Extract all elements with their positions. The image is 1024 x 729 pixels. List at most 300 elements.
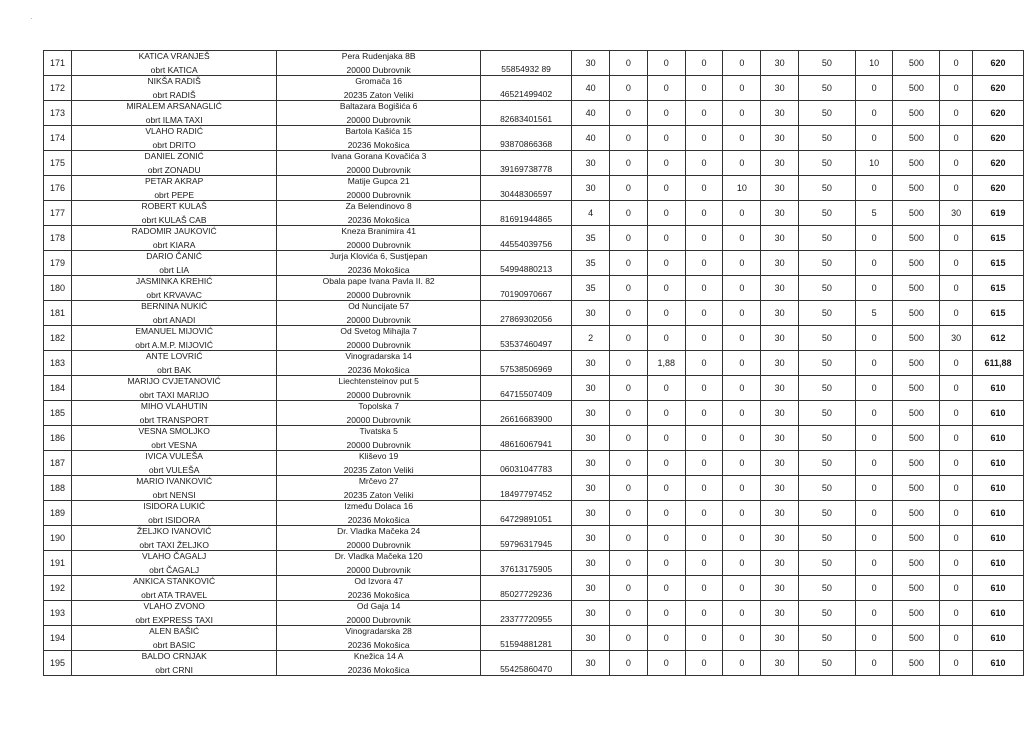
score-cell [761, 251, 799, 276]
score-cell [647, 151, 685, 176]
oib-cell [480, 551, 571, 576]
score-cell [799, 51, 856, 76]
score-value: 0 [663, 57, 669, 68]
oib-number: 30448306597 [500, 188, 553, 199]
score-cell [940, 576, 973, 601]
oib-cell [480, 76, 571, 101]
score-cell [761, 651, 799, 676]
score-value: 30 [774, 507, 785, 518]
score-cell [572, 201, 610, 226]
business-name: obrt RADIŠ [152, 89, 196, 100]
score-value: 0 [663, 657, 669, 668]
score-cell [610, 226, 648, 251]
owner-cell [71, 276, 277, 301]
table-row [44, 151, 1024, 176]
street-address: Od Gaja 14 [356, 601, 401, 611]
score-cell [799, 126, 856, 151]
business-name: obrt KATICA [150, 64, 198, 75]
score-value: 30 [585, 382, 596, 393]
postal-city: 20000 Dubrovnik [346, 389, 411, 400]
score-value: 30 [774, 407, 785, 418]
score-cell [799, 651, 856, 676]
oib-number: 64729891051 [500, 513, 553, 524]
owner-cell [71, 176, 277, 201]
score-value: 0 [871, 332, 877, 343]
score-cell [685, 276, 723, 301]
score-value: 0 [701, 532, 707, 543]
score-cell [647, 251, 685, 276]
owner-name: MIRALEM ARSANAGLIĆ [126, 101, 222, 111]
score-value: 0 [625, 407, 631, 418]
score-cell [940, 301, 973, 326]
total-cell [973, 301, 1024, 326]
score-value: 30 [585, 407, 596, 418]
score-cell [940, 226, 973, 251]
taxi-permit-table [43, 50, 1024, 676]
score-cell [610, 301, 648, 326]
row-number-cell [44, 351, 72, 376]
score-value: 30 [774, 207, 785, 218]
score-cell [940, 526, 973, 551]
score-cell [893, 126, 940, 151]
oib-cell [480, 126, 571, 151]
total-cell [973, 501, 1024, 526]
postal-city: 20000 Dubrovnik [346, 564, 411, 575]
score-cell [723, 101, 761, 126]
score-value: 0 [953, 432, 959, 443]
score-cell [799, 376, 856, 401]
score-value: 0 [739, 257, 745, 268]
score-cell [799, 476, 856, 501]
score-cell [893, 201, 940, 226]
postal-city: 20000 Dubrovnik [346, 164, 411, 175]
owner-cell [71, 101, 277, 126]
row-number-cell [44, 276, 72, 301]
score-value: 500 [908, 82, 924, 93]
score-cell [893, 276, 940, 301]
score-cell [761, 526, 799, 551]
total-score: 610 [990, 557, 1006, 568]
score-cell [723, 151, 761, 176]
score-cell [761, 226, 799, 251]
oib-number: 54994880213 [500, 263, 553, 274]
score-value: 50 [821, 82, 832, 93]
score-cell [723, 576, 761, 601]
score-cell [940, 651, 973, 676]
score-value: 0 [663, 482, 669, 493]
score-value: 0 [739, 557, 745, 568]
oib-cell [480, 201, 571, 226]
total-score: 612 [990, 332, 1006, 343]
street-address: Liechtensteinov put 5 [338, 376, 419, 386]
owner-name: RADOMIR JAUKOVIĆ [131, 226, 217, 236]
score-cell [647, 101, 685, 126]
score-value: 0 [625, 82, 631, 93]
score-value: 0 [739, 607, 745, 618]
business-name: obrt NENSI [152, 489, 196, 500]
score-value: 0 [739, 657, 745, 668]
score-cell [685, 301, 723, 326]
total-cell [973, 626, 1024, 651]
score-value: 0 [625, 332, 631, 343]
score-cell [685, 401, 723, 426]
score-value: 0 [625, 307, 631, 318]
score-cell [723, 226, 761, 251]
address-cell [277, 451, 481, 476]
score-value: 0 [871, 432, 877, 443]
score-value: 500 [908, 357, 924, 368]
score-value: 0 [953, 182, 959, 193]
street-address: Od Nuncijate 57 [348, 301, 410, 311]
owner-cell [71, 126, 277, 151]
owner-name: NIKŠA RADIŠ [147, 76, 201, 86]
oib-number: 55425860470 [500, 663, 553, 674]
score-value: 30 [774, 132, 785, 143]
street-address: Kneza Branimira 41 [341, 226, 416, 236]
total-cell [973, 76, 1024, 101]
score-cell [761, 426, 799, 451]
row-number: 173 [49, 107, 65, 118]
row-number: 186 [49, 432, 65, 443]
total-score: 610 [990, 582, 1006, 593]
row-number-cell [44, 126, 72, 151]
score-value: 40 [585, 107, 596, 118]
score-value: 30 [774, 182, 785, 193]
score-value: 0 [953, 357, 959, 368]
score-cell [723, 451, 761, 476]
score-cell [685, 176, 723, 201]
score-cell [893, 326, 940, 351]
score-cell [647, 551, 685, 576]
score-value: 500 [908, 582, 924, 593]
score-cell [685, 151, 723, 176]
score-value: 30 [585, 657, 596, 668]
score-cell [893, 226, 940, 251]
score-value: 35 [585, 257, 596, 268]
score-cell [572, 601, 610, 626]
score-cell [723, 351, 761, 376]
score-cell [572, 251, 610, 276]
row-number-cell [44, 626, 72, 651]
score-cell [572, 226, 610, 251]
total-cell [973, 251, 1024, 276]
score-cell [799, 401, 856, 426]
row-number: 194 [49, 632, 65, 643]
score-value: 0 [701, 357, 707, 368]
business-name: obrt TAXI ŽELJKO [139, 539, 209, 550]
score-value: 0 [701, 257, 707, 268]
score-cell [685, 76, 723, 101]
score-value: 0 [663, 557, 669, 568]
score-value: 50 [821, 157, 832, 168]
address-cell [277, 651, 481, 676]
score-value: 30 [585, 432, 596, 443]
row-number: 192 [49, 582, 65, 593]
score-value: 30 [585, 582, 596, 593]
score-value: 50 [821, 257, 832, 268]
score-value: 0 [701, 207, 707, 218]
score-value: 500 [908, 107, 924, 118]
street-address: Dr. Vladka Mačeka 120 [334, 551, 423, 561]
score-value: 30 [585, 607, 596, 618]
score-value: 0 [625, 132, 631, 143]
table-row [44, 226, 1024, 251]
score-value: 0 [871, 457, 877, 468]
row-number-cell [44, 176, 72, 201]
score-value: 0 [739, 582, 745, 593]
oib-number: 39169738778 [500, 163, 553, 174]
postal-city: 20000 Dubrovnik [346, 339, 411, 350]
owner-name: VLAHO ZVONO [143, 601, 205, 611]
score-cell [610, 401, 648, 426]
address-cell [277, 401, 481, 426]
score-value: 30 [951, 207, 962, 218]
street-address: Mrčevo 27 [358, 476, 399, 486]
score-cell [610, 76, 648, 101]
score-value: 500 [908, 282, 924, 293]
address-cell [277, 326, 481, 351]
score-value: 30 [585, 532, 596, 543]
row-number-cell [44, 401, 72, 426]
total-cell [973, 201, 1024, 226]
row-number-cell [44, 426, 72, 451]
score-cell [723, 176, 761, 201]
total-cell [973, 526, 1024, 551]
owner-name: MIHO VLAHUTIN [140, 401, 208, 411]
oib-cell [480, 226, 571, 251]
score-cell [855, 351, 893, 376]
score-value: 0 [953, 532, 959, 543]
owner-name: VESNA SMOLJKO [138, 426, 210, 436]
score-value: 0 [663, 457, 669, 468]
score-cell [761, 476, 799, 501]
score-value: 500 [908, 607, 924, 618]
oib-number: 46521499402 [500, 88, 553, 99]
score-value: 0 [625, 232, 631, 243]
score-cell [685, 551, 723, 576]
score-cell [799, 626, 856, 651]
street-address: Gromača 16 [355, 76, 403, 86]
score-value: 0 [625, 632, 631, 643]
street-address: Bartola Kašića 15 [345, 126, 412, 136]
score-cell [610, 176, 648, 201]
owner-cell [71, 651, 277, 676]
score-cell [855, 101, 893, 126]
score-cell [647, 601, 685, 626]
score-cell [647, 276, 685, 301]
score-cell [940, 176, 973, 201]
postal-city: 20000 Dubrovnik [346, 64, 411, 75]
score-cell [799, 501, 856, 526]
oib-number: 70190970667 [500, 288, 553, 299]
score-value: 50 [821, 657, 832, 668]
score-cell [855, 451, 893, 476]
score-value: 0 [663, 332, 669, 343]
total-score: 610 [990, 607, 1006, 618]
score-cell [647, 451, 685, 476]
score-cell [799, 451, 856, 476]
score-value: 0 [953, 407, 959, 418]
total-cell [973, 576, 1024, 601]
business-name: obrt TAXI MARIJO [139, 389, 209, 400]
score-cell [723, 276, 761, 301]
table-row [44, 501, 1024, 526]
score-value: 0 [871, 482, 877, 493]
score-cell [572, 401, 610, 426]
total-cell [973, 401, 1024, 426]
postal-city: 20000 Dubrovnik [346, 239, 411, 250]
score-value: 50 [821, 307, 832, 318]
score-value: 30 [774, 232, 785, 243]
total-score: 610 [990, 457, 1006, 468]
score-value: 0 [871, 557, 877, 568]
address-cell [277, 351, 481, 376]
score-value: 500 [908, 57, 924, 68]
owner-name: MARIO IVANKOVIĆ [136, 476, 213, 486]
oib-number: 06031047783 [500, 463, 553, 474]
score-cell [610, 576, 648, 601]
score-value: 50 [821, 632, 832, 643]
score-cell [723, 301, 761, 326]
score-value: 0 [701, 182, 707, 193]
row-number-cell [44, 451, 72, 476]
table-row [44, 401, 1024, 426]
score-cell [799, 276, 856, 301]
score-cell [799, 76, 856, 101]
score-value: 500 [908, 207, 924, 218]
business-name: obrt KULAŠ CAB [141, 214, 207, 225]
score-value: 0 [625, 432, 631, 443]
score-cell [940, 501, 973, 526]
business-name: obrt A.M.P. MIJOVIĆ [135, 339, 214, 350]
score-value: 50 [821, 107, 832, 118]
score-value: 50 [821, 482, 832, 493]
row-number: 190 [49, 532, 65, 543]
score-cell [572, 426, 610, 451]
business-name: obrt BASIC [152, 639, 196, 650]
score-value: 0 [663, 532, 669, 543]
score-value: 0 [871, 532, 877, 543]
score-cell [855, 601, 893, 626]
business-name: obrt VULEŠA [148, 464, 200, 475]
total-cell [973, 651, 1024, 676]
owner-name: ANKICA STANKOVIĆ [133, 576, 216, 586]
score-value: 0 [871, 357, 877, 368]
score-value: 0 [953, 482, 959, 493]
score-value: 0 [625, 157, 631, 168]
oib-cell [480, 151, 571, 176]
owner-cell [71, 451, 277, 476]
score-value: 0 [739, 157, 745, 168]
score-value: 0 [663, 582, 669, 593]
street-address: Vinogradarska 14 [345, 351, 412, 361]
score-value: 0 [701, 557, 707, 568]
business-name: obrt ČAGALJ [149, 564, 200, 575]
score-cell [572, 501, 610, 526]
oib-number: 37613175905 [500, 563, 553, 574]
score-cell [723, 401, 761, 426]
score-value: 30 [774, 557, 785, 568]
score-value: 1,88 [657, 357, 675, 368]
score-cell [799, 151, 856, 176]
postal-city: 20000 Dubrovnik [346, 314, 411, 325]
score-cell [647, 126, 685, 151]
owner-cell [71, 476, 277, 501]
postal-city: 20236 Mokošica [347, 364, 410, 375]
owner-name: ISIDORA LUKIĆ [143, 501, 206, 511]
street-address: Pera Rudenjaka 8B [341, 51, 416, 61]
address-cell [277, 76, 481, 101]
score-cell [572, 651, 610, 676]
table-row [44, 651, 1024, 676]
owner-name: PETAR AKRAP [144, 176, 204, 186]
score-value: 30 [951, 332, 962, 343]
score-value: 4 [588, 207, 594, 218]
score-value: 0 [663, 307, 669, 318]
score-cell [799, 551, 856, 576]
address-cell [277, 376, 481, 401]
score-value: 500 [908, 182, 924, 193]
postal-city: 20236 Mokošica [347, 214, 410, 225]
score-cell [723, 376, 761, 401]
table-row [44, 426, 1024, 451]
owner-cell [71, 226, 277, 251]
oib-number: 18497797452 [500, 488, 553, 499]
owner-name: EMANUEL MIJOVIĆ [135, 326, 213, 336]
address-cell [277, 576, 481, 601]
total-cell [973, 451, 1024, 476]
score-value: 0 [625, 57, 631, 68]
score-value: 0 [663, 507, 669, 518]
score-value: 30 [774, 532, 785, 543]
score-value: 40 [585, 82, 596, 93]
oib-cell [480, 501, 571, 526]
total-score: 610 [990, 407, 1006, 418]
score-value: 0 [871, 82, 877, 93]
score-cell [572, 351, 610, 376]
score-value: 0 [953, 257, 959, 268]
score-cell [799, 351, 856, 376]
postal-city: 20000 Dubrovnik [346, 114, 411, 125]
business-name: obrt KIARA [152, 239, 196, 250]
score-cell [893, 351, 940, 376]
street-address: Od Svetog Mihajla 7 [340, 326, 417, 336]
score-cell [940, 126, 973, 151]
score-cell [940, 451, 973, 476]
business-name: obrt BAK [157, 364, 192, 375]
score-cell [940, 351, 973, 376]
score-value: 50 [821, 507, 832, 518]
score-cell [647, 226, 685, 251]
street-address: Matije Gupca 21 [347, 176, 410, 186]
score-value: 0 [953, 232, 959, 243]
oib-cell [480, 326, 571, 351]
score-value: 0 [953, 607, 959, 618]
score-value: 50 [821, 357, 832, 368]
score-cell [799, 101, 856, 126]
score-value: 0 [871, 507, 877, 518]
postal-city: 20236 Mokošica [347, 139, 410, 150]
score-cell [893, 476, 940, 501]
score-value: 0 [625, 107, 631, 118]
oib-number: 57538506969 [500, 363, 553, 374]
score-value: 0 [625, 507, 631, 518]
score-cell [940, 51, 973, 76]
score-cell [761, 76, 799, 101]
score-cell [761, 326, 799, 351]
row-number: 178 [49, 232, 65, 243]
row-number: 171 [49, 57, 65, 68]
